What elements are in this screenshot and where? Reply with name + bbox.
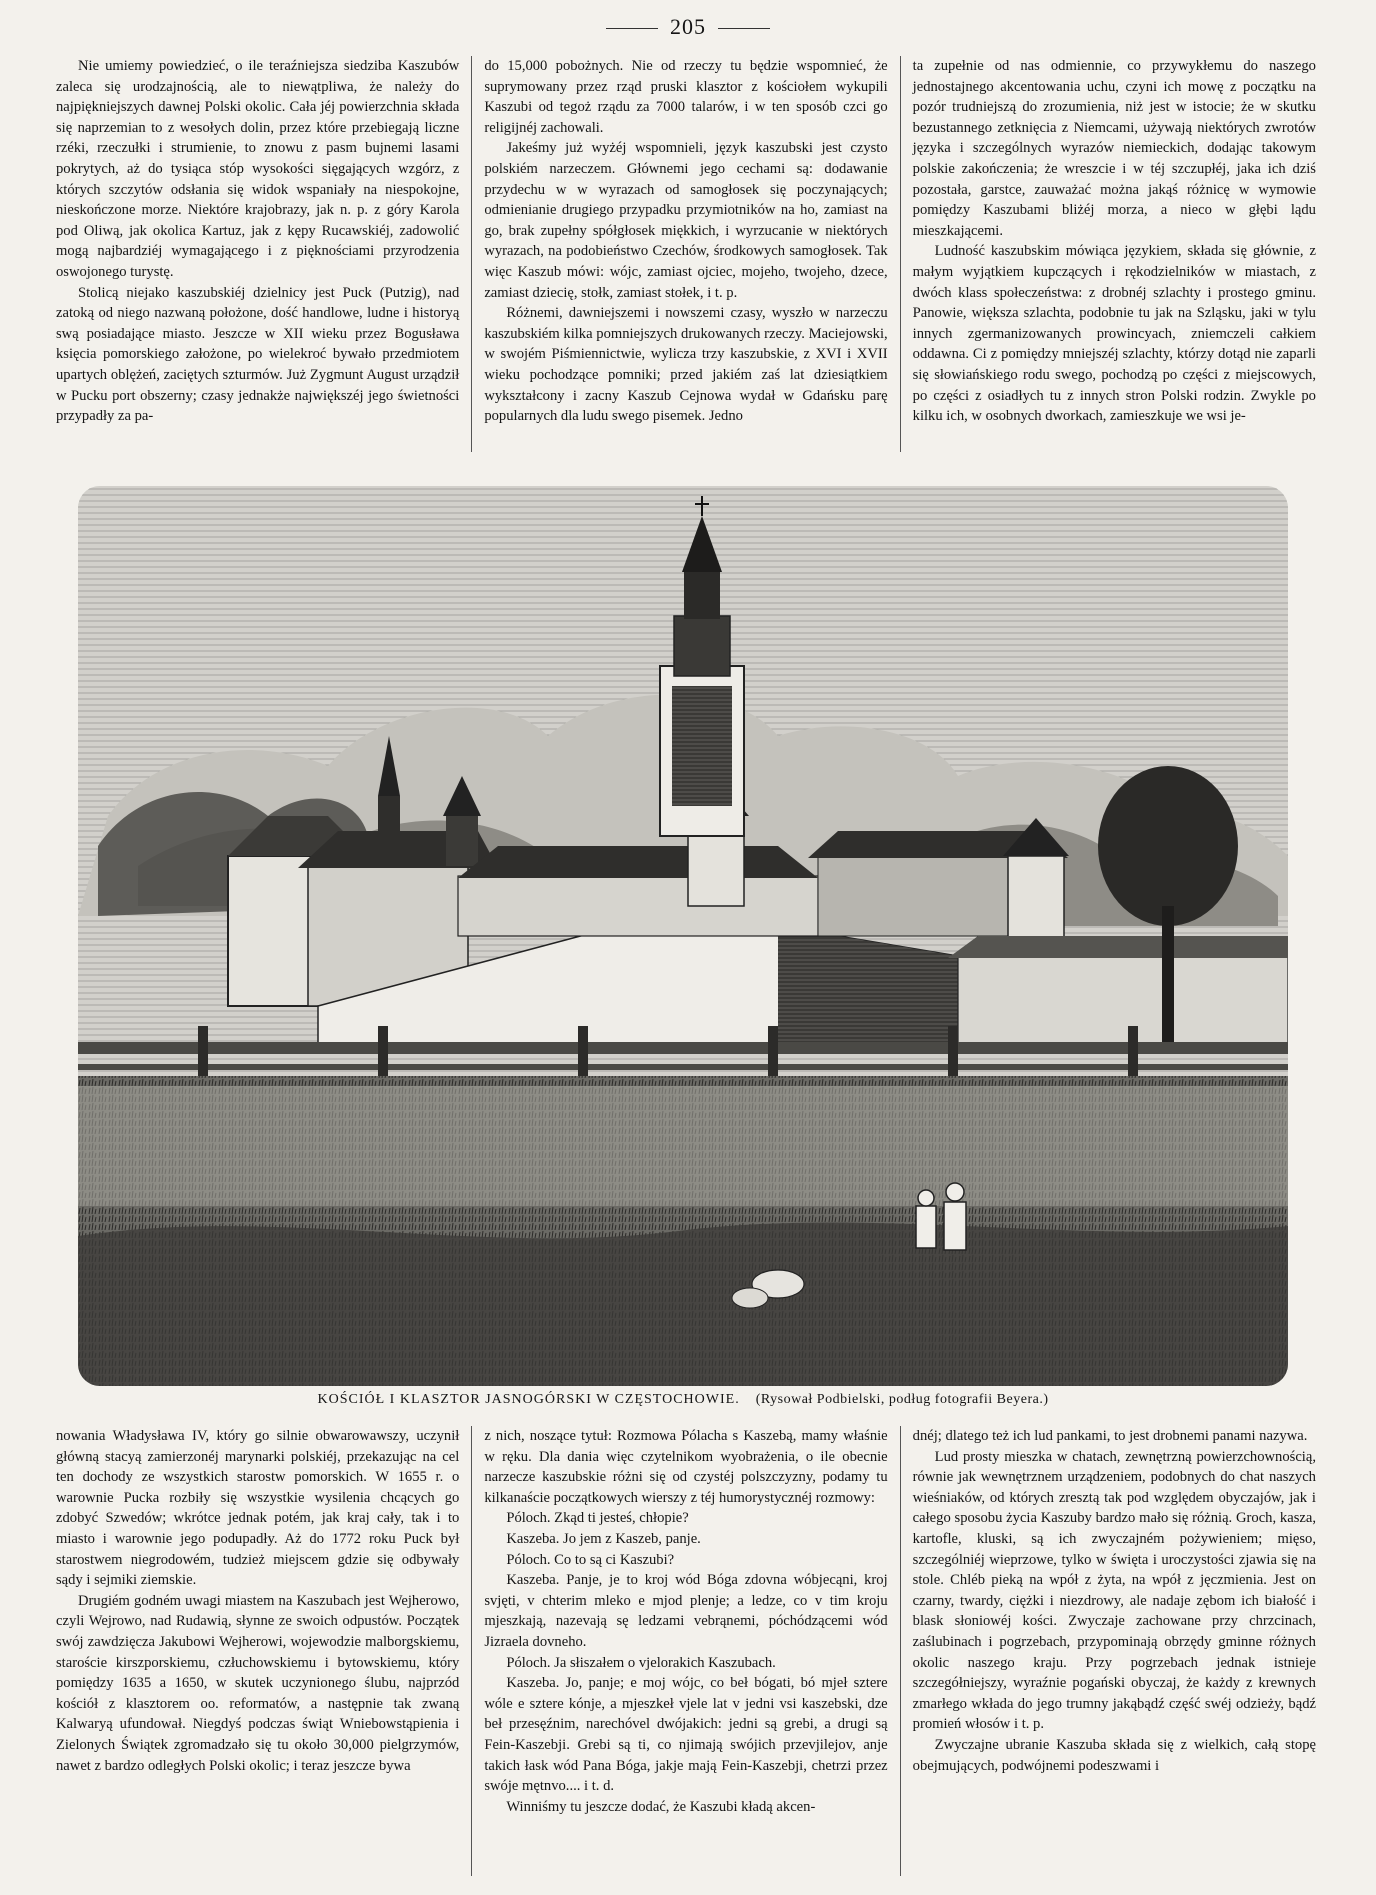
paragraph: Stolicą niejako kaszubskiéj dzielnicy jest Puck (Putzig), nad zatoką od niego nazwaną położone, dość handlowe, ludne i historyą swą posiadające miasto. Jeszcze w XII wieku przez Bogusława księcia pomorskiego założone, po wielekroć bywało przedmiotem upartych oblężeń, zaciętych szturmów. Już Zygmunt August urządził w Pucku port obszerny; czasy jednakże największéj jego świetności przypadły za pa- [56,284,460,425]
dialogue-line: Póloch. Co to są ci Kaszubi? [506,1551,675,1568]
page-number [0,14,1376,40]
dialogue-line: Kaszeba. Jo jem z Kaszeb, panje. [506,1530,701,1547]
paragraph: z nich, noszące tytuł: Rozmowa Pólacha s Kaszebą, mamy właśnie w ręku. Dla dania więc czytelnikom wyobrażenia, o ile obecnie narzecze kaszubskie różni się od czystéj polszczyzny, podamy tu kilkanaście początkowych wierszy z téj humorystycznéj rozmowy: [484,1428,888,1506]
paragraph: Różnemi, dawniejszemi i nowszemi czasy, wyszło w narzeczu kaszubskiém kilka pomniejszych drukowanych rzeczy. Maciejowski, w swojém Piśmiennictwie, wylicza trzy kaszubskie, z XVI i XVII wieku pochodzące pomniki; przed jakiém zaś lat dziesiątkiem wykształcony i zacny Kaszub Cejnowa wydał w Gdańsku parę popularnych dla ludu swego pisemek. Jedno [484,305,888,425]
top-column-3 [900,56,1328,452]
paragraph: Drugiém godném uwagi miastem na Kaszubach jest Wejherowo, czyli Wejrowo, nad Rudawią, słynne ze swoich odpustów. Początek swój zawdzięcza Jakubowi Wejherowi, wojewodzie malborgskiemu, staroście kirszporskiemu, człuchowskiemu i bytowskiemu, który pomiędzy 1635 a 1650, w skutek uczynionego ślubu, najprzód kościół z klasztorem oo. reformatów, a następnie tak zwaną Kalwaryą ufundował. Niegdyś podczas świąt Wniebowstąpienia i Zielonych Świątek zgromadzało się tu około 30,000 pielgrzymów, nawet z bardzo odległych Polski okolic; i teraz jeszcze bywa [56,1592,460,1774]
page-number-text: 205 [670,14,706,39]
dialogue-line: Kaszeba. Jo, panje; e moj wójc, co beł bógati, bó mjeł sztere wóle e sztere kónje, a mjeszkeł vjele lat v jedni vsi kaszebski, dze beł przesęźnim, narechóvel dwójakich: jedni są grebi, a drugi są Fein-Kaszebji. Grebi są ti, co njimają swójich przevjilejov, anje takich łask wód Pana Bóga, jakje mają Fein-Kaszebji, chetrzi przez swóje mętnvo.... i t. d. [484,1675,888,1795]
dialogue-line: Kaszeba. Panje, je to kroj wód Bóga zdovna wóbjecąni, kroj svjęti, v chterim mleko e mjod plenje; a ledze, co v tim kroju mjeszkają, nazevają sę ledzami vebrąnemi, póchódzącemi wód Jizraela dovneho. [484,1572,888,1650]
top-column-1 [44,56,471,452]
page-number-rule-left [606,28,658,29]
engraving-illustration [78,486,1288,1386]
top-column-2 [471,56,899,452]
monastery-engraving [78,486,1288,1386]
paragraph: Winniśmy tu jeszcze dodać, że Kaszubi kładą akcen- [506,1798,816,1815]
page-number-rule-right [718,28,770,29]
illustration-caption [78,1392,1288,1408]
paragraph: nowania Władysława IV, który go silnie obwarowawszy, uczynił główną stacyą zamierzonéj marynarki polskiéj, przekazując na cel ten dochody ze wszystkich starostw pomorskich. W 1655 r. o warownie Pucka rozbiły się wszystkie wysilenia chcących go zdobyć Szwedów; wkrótce jednak potém, jak kraj cały, tak i to miasto i warownie jego podupadły. Aż do 1772 roku Puck był starostwem niegrodowém, tudzież miejscem gdzie się odbywały sądy i sejmiki ziemskie. [56,1428,460,1589]
caption-title: KOŚCIÓŁ I KLASZTOR JASNOGÓRSKI W CZĘSTOCHOWIE. [317,1392,740,1407]
bottom-column-3 [900,1426,1328,1876]
bottom-column-2 [471,1426,899,1876]
paragraph: Jakeśmy już wyżéj wspomnieli, język kaszubski jest czysto polskiém narzeczem. Głównemi jego cechami są: dodawanie przydechu w w wyrazach od samogłosek się poczynających; odmienianie drugiego przypadku przymiotników na ho, zamiast na go, brak zupełny spółgłosek miękkich, i wyrzucanie w niektórych wyrazach, na podobieństwo Czechów, środkowych samogłosek. Tak więc Kaszub mówi: wójc, zamiast ojciec, mojeho, twojeho, dzece, zamiast dziecię, stołk, zamiast stołek, i t. p. [484,140,888,301]
bottom-column-1 [44,1426,471,1876]
paragraph: Ludność kaszubskim mówiąca językiem, składa się głównie, z małym wyjątkiem kupczących i rękodzielników w miastach, z dwóch klass społeczeństwa: z drobnéj szlachty i prostego gminu. Panowie, większa szlachta, podobnie tu jak na Szląsku, jaki w tylu innych zgermanizowanych prowincyach, zniemczeli całkiem oddawna. Ci z pomiędzy mniejszéj szlachty, którzy dotąd nie zaparli się słowiańskiego rodu swego, pochodzą po części z miejscowych, po części z osiadłych tu z innych stron Polski rodzin. Zwykle po kilku ich, w osobnych dworkach, zamieszkuje we wsi je- [912,243,1316,425]
paragraph: do 15,000 pobożnych. Nie od rzeczy tu będzie wspomnieć, że suprymowany przez rząd pruski klasztor z kościołem wykupili Kaszubi od tegoż rządu za 7000 talarów, i w ten sposób czci go religijnéj zachowali. [484,58,888,136]
bottom-text-columns [44,1426,1328,1876]
paragraph: dnéj; dlatego też ich lud pankami, to jest drobnemi panami nazywa. [912,1428,1308,1444]
dialogue-line: Póloch. Zkąd ti jesteś, chłopie? [506,1510,689,1527]
caption-credit: (Rysował Podbielski, podług fotografii Beyera.) [755,1392,1049,1407]
dialogue-line: Póloch. Ja słiszałem o vjelorakich Kaszubach. [506,1654,776,1671]
top-text-columns [44,56,1328,452]
paragraph: Nie umiemy powiedzieć, o ile teraźniejsza siedziba Kaszubów zaleca się urodzajnością, ale to niewątpliwa, że należy do najpiękniejszych dawnej Polski okolic. Cała jéj powierzchnia składa się naprzemian to z wesołych dolin, przez które przebiegają liczne rzéki, rzeczułki i strumienie, to znowu z pasm bujnemi lasami pokrytych, aż do tysiąca stóp wysokości sięgających wzgórz, z których szczytów odsłania się widok wspaniały na niespokojne, nieskończone morze. Niektóre krajobrazy, jak n. p. z góry Karola pod Oliwą, jak okolica Kartuz, jak z kępy Rucawskiéj, zadowolić mogą najbardziéj wymagającego i z pięknościami przyrodzenia oswojonego turystę. [56,58,460,280]
paragraph: Lud prosty mieszka w chatach, zewnętrzną powierzchownością, równie jak wewnętrznem urządzeniem, podobnych do chat naszych wieśniaków, od których zresztą tak pod względem obyczajów, jak i całego sposobu życia Kaszuby bardzo mało się różnią. Groch, kasza, kartofle, kluski, są ich zwyczajném pożywieniem; mięso, szczególniéj wieprzowe, tylko w święta i uroczystości zjawia się na stole. Chléb pieką na wpół z żyta, na wpół z jęczmienia. Jest on czarny, twardy, ciężki i niezdrowy, ale nadaje zębom ich białość i blask słoniowéj kości. Zwyczaje zachowane przy chrzcinach, zaślubinach i pogrzebach, przypominają obrzędy gminne różnych okolic naszego kraju. Przy pogrzebach jednak istnieje szczegółniejszy, wyraźnie pogański obyczaj, że każdy z krewnych zmarłego wkłada do jego trumny jakąbądź część swéj odzieży, bądź promień włosów i t. p. [912,1448,1316,1733]
paragraph: ta zupełnie od nas odmiennie, co przywykłemu do naszego jednostajnego akcentowania uchu, czyni ich mowę z początku na pozór trudniejszą do zrozumienia, niż jest w istocie; że w skutku bezustannego zetknięcia z Niemcami, używają niektórych zwrotów języka i szczególnych wyrazów niemieckich, dodając takowym polskie zakończenia; że wreszcie i w téj szczupłéj, jaka ich dziś pozostała, garstce, zauważać można jakąś różnicę w wymowie pomiędzy Kaszubami bliżéj morza, a nieco w głębi lądu mieszkającemi. [912,58,1316,239]
paragraph: Zwyczajne ubranie Kaszuba składa się z wielkich, całą stopę obejmujących, podwójnemi podeszwami i [912,1736,1316,1774]
